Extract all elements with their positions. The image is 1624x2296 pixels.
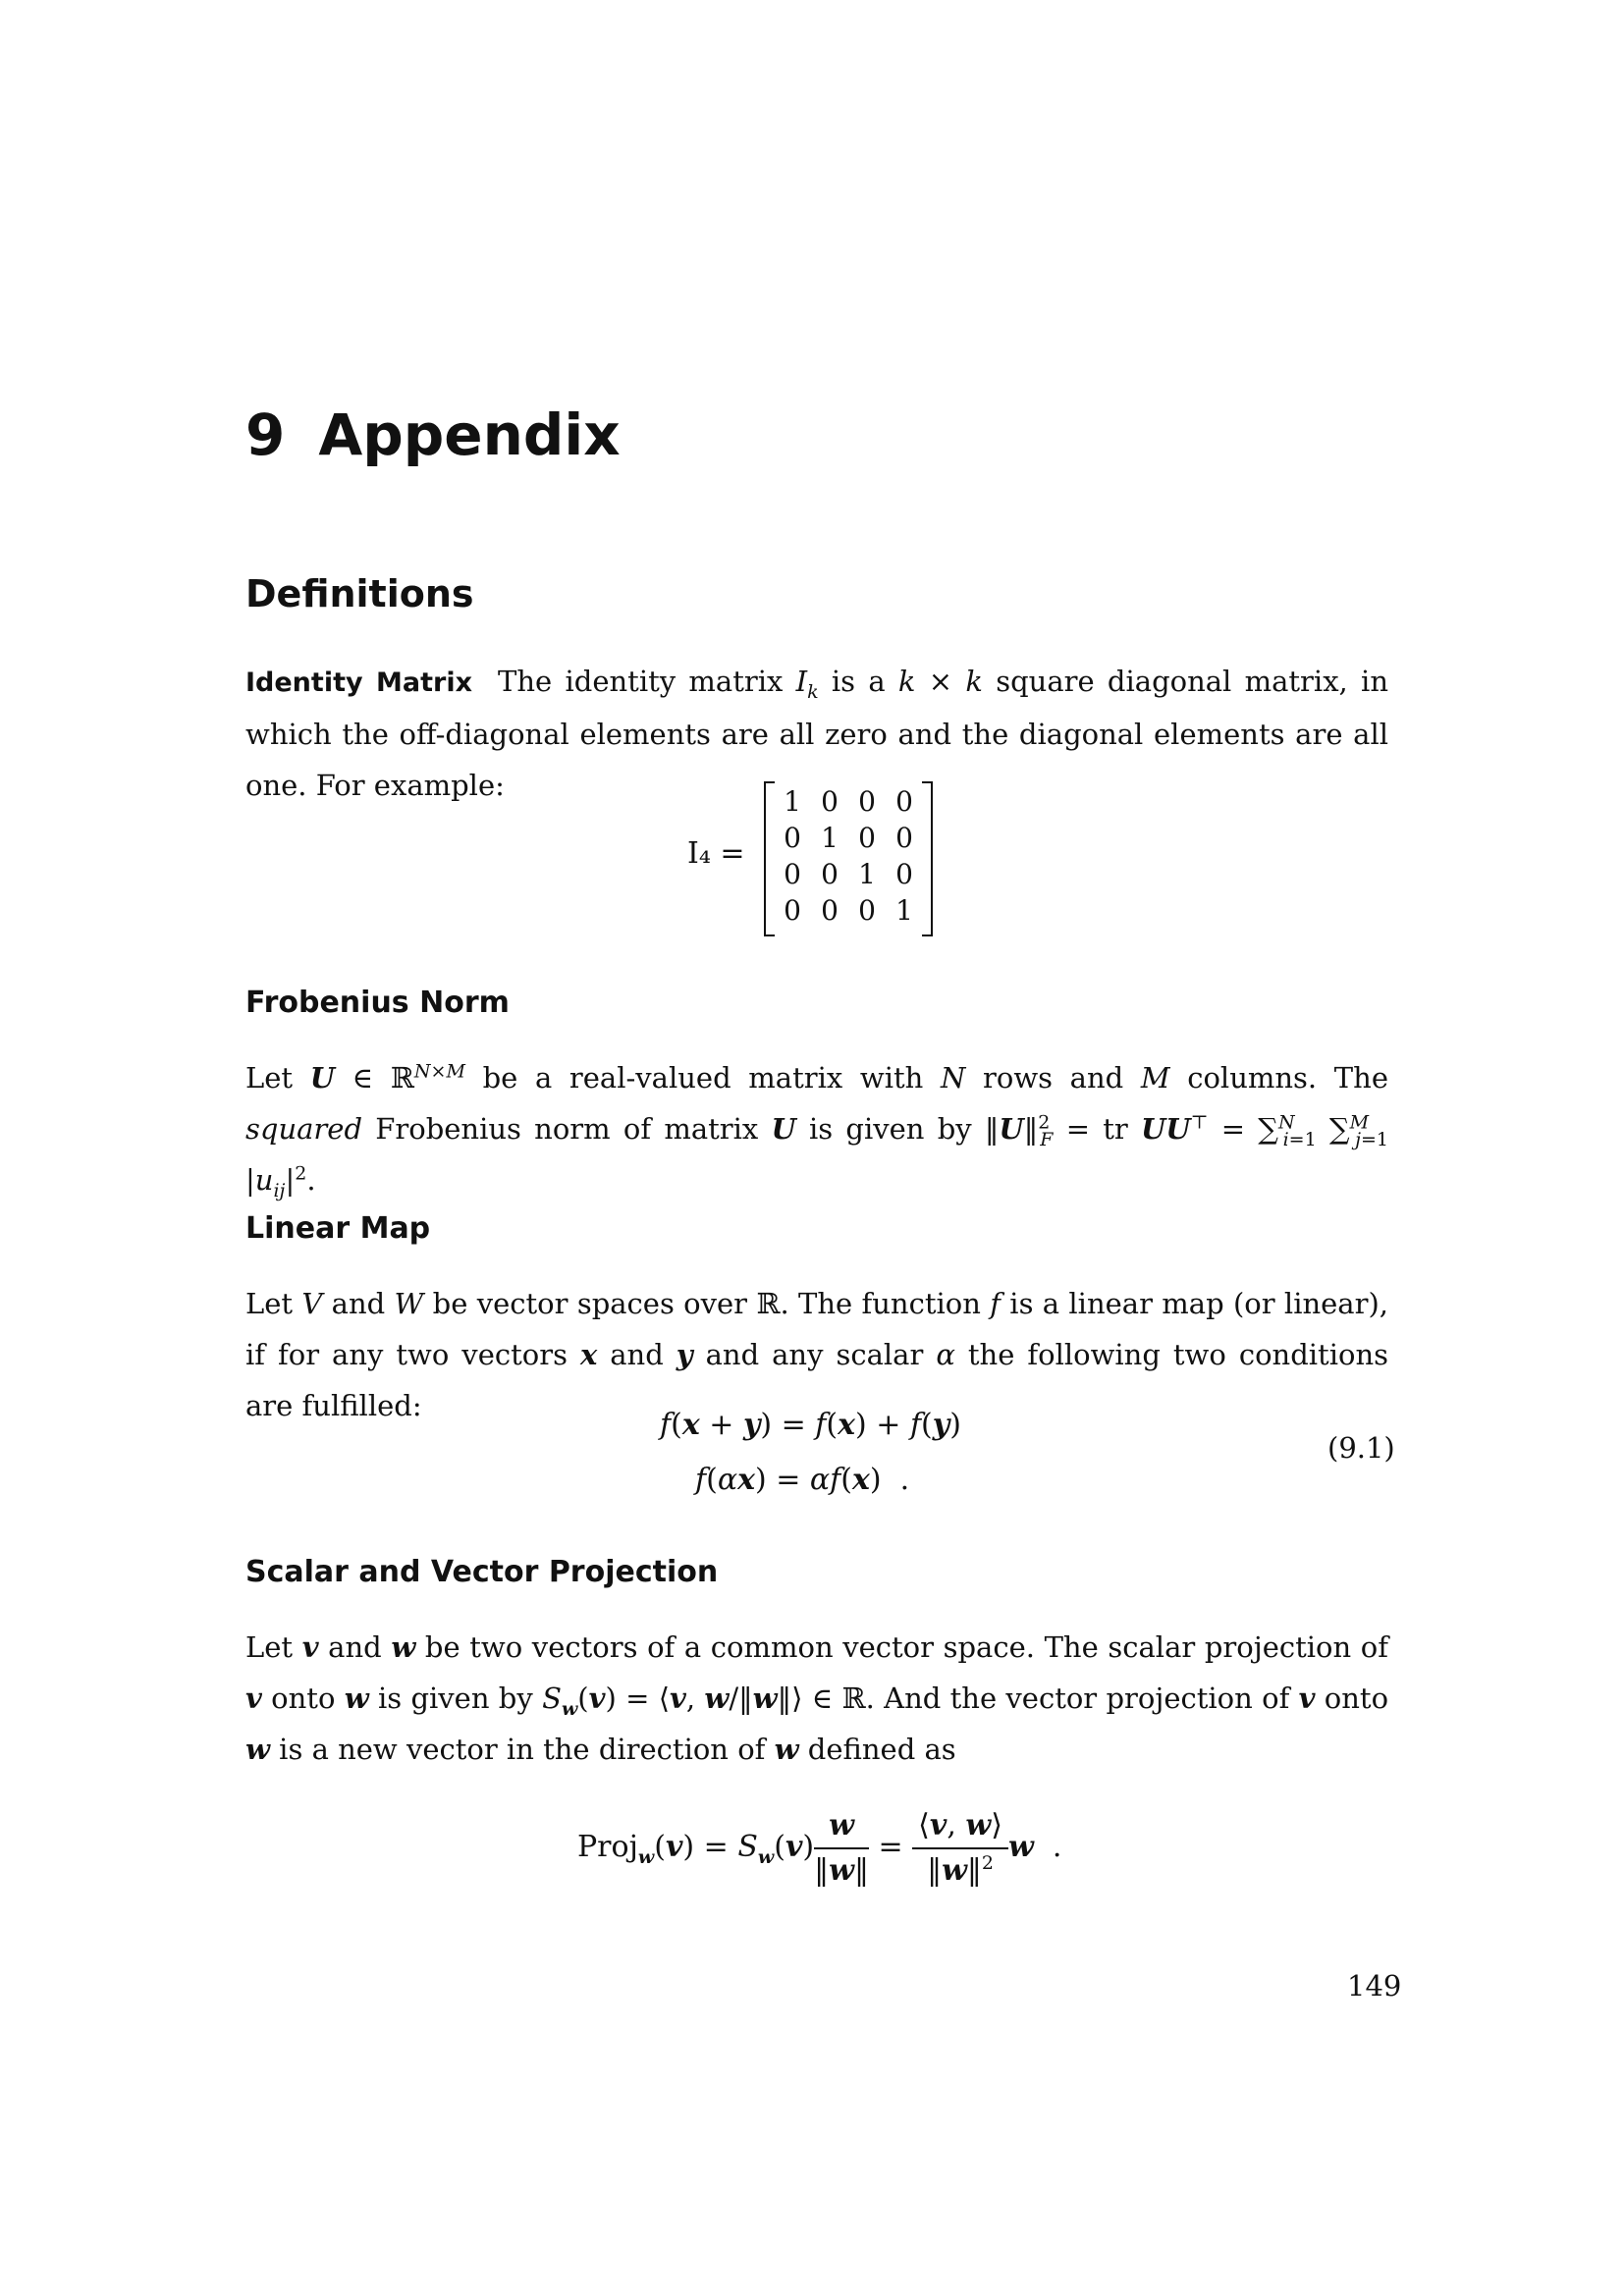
identity-paragraph: Identity Matrix The identity matrix $I_k$ is a k × k square diagonal matrix, in which the off-diagonal elements are all zero and the diagonal elements are all one. For example: <box>245 665 1388 802</box>
matrix-cell: 1 <box>858 858 876 890</box>
vector-projection-equation: Proj$_w$(v) = $S_w(v)$ $\frac{w}{‖w‖}$ = $\frac{⟨v, w⟩}{‖w‖^2}$ w . <box>577 1804 1061 1893</box>
equation-number: (9.1) <box>1327 1431 1395 1465</box>
matrix-cell: 1 <box>895 894 913 927</box>
matrix-cell: 0 <box>784 822 801 854</box>
matrix-cell: 0 <box>895 858 913 890</box>
linear-map-heading: Linear Map <box>245 1211 431 1246</box>
matrix-cell: 0 <box>821 894 839 927</box>
matrix-cell: 0 <box>858 785 876 818</box>
linearity-equation-2: f(αx) = αf(x) . <box>695 1463 910 1497</box>
chapter-title: Appendix <box>318 401 621 468</box>
matrix-cell: 0 <box>784 894 801 927</box>
chapter-heading <box>245 400 621 469</box>
matrix-cell: 0 <box>895 822 913 854</box>
matrix-cell: 1 <box>784 785 801 818</box>
section-heading: Definitions <box>245 572 474 615</box>
linear-map-paragraph: Let V and W be vector spaces over ℝ. The function f is a linear map (or linear), if for any two vectors x and y and any scalar α the following two conditions are fulfilled: <box>245 1287 1388 1422</box>
identity-matrix <box>764 781 933 934</box>
matrix-cell: 0 <box>821 858 839 890</box>
projection-heading: Scalar and Vector Projection <box>245 1555 719 1589</box>
matrix-cell: 0 <box>821 785 839 818</box>
page-number: 149 <box>1347 1969 1402 2002</box>
matrix-cell: 1 <box>821 822 839 854</box>
frobenius-heading: Frobenius Norm <box>245 986 510 1020</box>
identity-matrix-label: I₄ = <box>687 836 745 871</box>
linearity-equation-1: f(x + y) = f(x) + f(y) <box>660 1408 961 1442</box>
frobenius-paragraph: Let U ∈ ℝ$^{N\times M}$ be a real-valued matrix with N rows and M columns. The squared Frobenius norm of matrix U is given by ‖U‖$^2_F$ = tr UU⊤ = ∑$^N_{i=1}$ ∑$^M_{j=1}$ $|u_{ij}|^2$. <box>245 1060 1388 1201</box>
chapter-number: 9 <box>245 401 286 468</box>
identity-lead: Identity Matrix <box>245 667 473 698</box>
matrix-cell: 0 <box>895 785 913 818</box>
projection-paragraph: Let v and w be two vectors of a common vector space. The scalar projection of v onto w is given by $S_w(v)$ = ⟨v, w/‖w‖⟩ ∈ ℝ. And the vector projection of v onto w is a new vector in the direction of w defined as <box>245 1630 1389 1766</box>
matrix-cell: 0 <box>784 858 801 890</box>
matrix-cell: 0 <box>858 894 876 927</box>
matrix-cell: 0 <box>858 822 876 854</box>
